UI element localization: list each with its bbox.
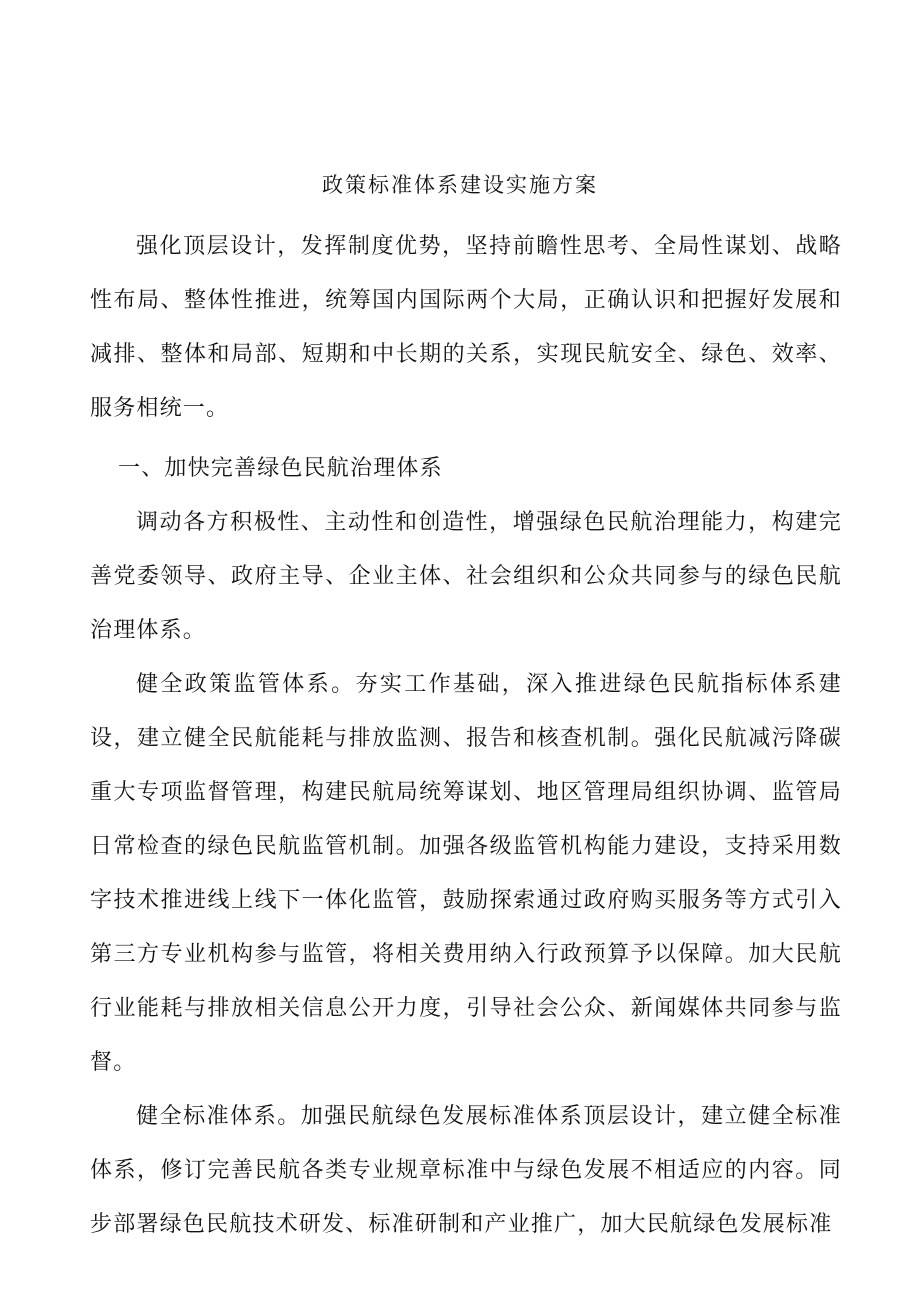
document-title: 政策标准体系建设实施方案 xyxy=(322,173,598,197)
section-heading: 一、加快完善绿色民航治理体系 xyxy=(118,456,443,481)
document-body xyxy=(90,220,842,1252)
section-paragraph-standards: 健全标准体系。加强民航绿色发展标准体系顶层设计，建立健全标准体系，修订完善民航各类专业规章标准中与绿色发展不相适应的内容。同步部署绿色民航技术研发、标准研制和产业推广，加大民航绿色发展标准 xyxy=(90,1104,842,1237)
section-paragraph-supervision: 健全政策监管体系。夯实工作基础，深入推进绿色民航指标体系建设，建立健全民航能耗与排放监测、报告和核查机制。强化民航减污降碳重大专项监督管理，构建民航局统筹谋划、地区管理局组织协调、监管局日常检查的绿色民航监管机制。加强各级监管机构能力建设，支持采用数字技术推进线上线下一体化监管，鼓励探索通过政府购买服务等方式引入第三方专业机构参与监管，将相关费用纳入行政预算予以保障。加大民航行业能耗与排放相关信息公开力度，引导社会公众、新闻媒体共同参与监督。 xyxy=(90,672,842,1075)
intro-paragraph: 强化顶层设计，发挥制度优势，坚持前瞻性思考、全局性谋划、战略性布局、整体性推进，统筹国内国际两个大局，正确认识和把握好发展和减排、整体和局部、短期和中长期的关系，实现民航安全、绿色、效率、服务相统一。 xyxy=(90,234,842,421)
section-paragraph-governance: 调动各方积极性、主动性和创造性，增强绿色民航治理能力，构建完善党委领导、政府主导、企业主体、社会组织和公众共同参与的绿色民航治理体系。 xyxy=(90,510,842,643)
